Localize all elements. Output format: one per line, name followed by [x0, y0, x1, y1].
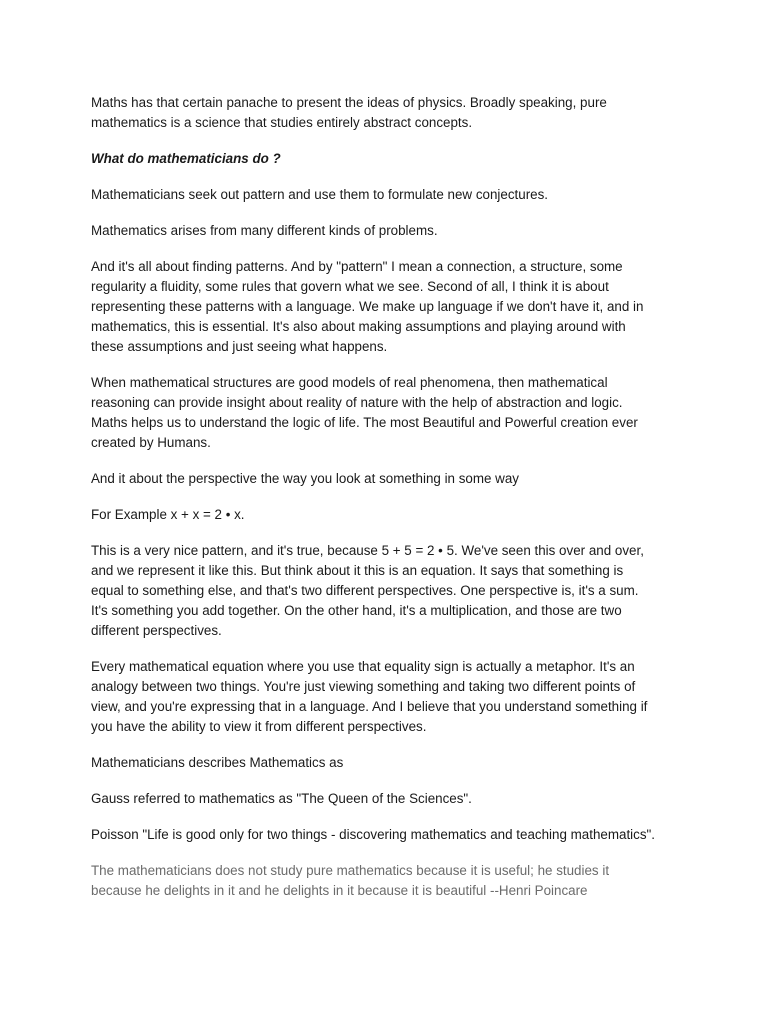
paragraph: And it's all about finding patterns. And by "pattern" I mean a connection, a structure, some regularity a fluidity, some rules that govern what we see. Second of all, I think it is about representing these patterns with a language. We make up language if we don't have it, and in mathematics, this is essential. It's also about making assumptions and playing around with these assumptions and just seeing what happens.: [91, 259, 644, 354]
section-heading: What do mathematicians do ?: [91, 151, 281, 166]
poincare-quote: The mathematicians does not study pure mathematics because it is useful; he studies it because he delights in it and he delights in it because it is beautiful --Henri Poincare: [91, 863, 610, 898]
paragraph: When mathematical structures are good models of real phenomena, then mathematical reasoning can provide insight about reality of nature with the help of abstraction and logic. Maths helps us to understand the logic of life. The most Beautiful and Powerful creation ever created by Humans.: [91, 375, 638, 450]
paragraph: Every mathematical equation where you use that equality sign is actually a metaphor. It's an analogy between two things. You're just viewing something and taking two different points of view, and you're expressing that in a language. And I believe that you understand something if you have the ability to view it from different perspectives.: [91, 659, 648, 734]
poisson-quote-paragraph: Poisson "Life is good only for two things - discovering mathematics and teaching mathematics".: [91, 827, 656, 842]
intro-paragraph: Maths has that certain panache to present the ideas of physics. Broadly speaking, pure mathematics is a science that studies entirely abstract concepts.: [91, 95, 607, 130]
paragraph: Mathematicians describes Mathematics as: [91, 755, 344, 770]
paragraph: Mathematics arises from many different kinds of problems.: [91, 223, 438, 238]
example-paragraph: For Example x + x = 2 • x.: [91, 507, 245, 522]
gauss-quote-paragraph: Gauss referred to mathematics as "The Queen of the Sciences".: [91, 791, 472, 806]
paragraph: And it about the perspective the way you look at something in some way: [91, 471, 519, 486]
document-body: [91, 93, 656, 917]
paragraph: Mathematicians seek out pattern and use them to formulate new conjectures.: [91, 187, 549, 202]
paragraph: This is a very nice pattern, and it's true, because 5 + 5 = 2 • 5. We've seen this over and over, and we represent it like this. But think about it this is an equation. It says that something is equal to something else, and that's two different perspectives. One perspective is, it's a sum. It's something you add together. On the other hand, it's a multiplication, and those are two different perspectives.: [91, 543, 644, 638]
